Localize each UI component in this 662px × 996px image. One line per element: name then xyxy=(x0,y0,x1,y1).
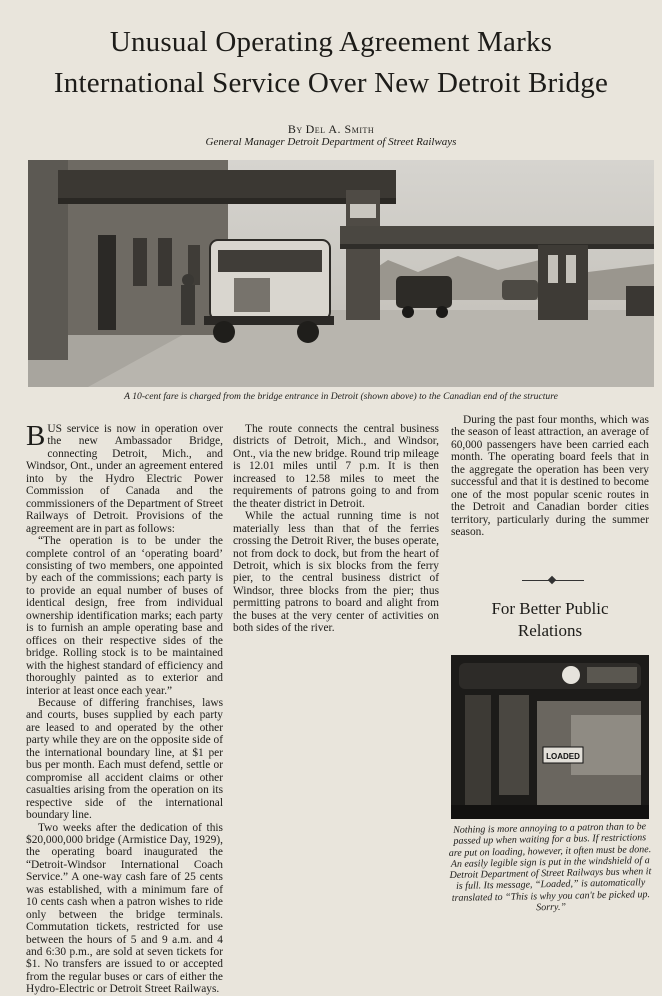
sidebar-caption: Nothing is more annoying to a patron than to be passed up when waiting for a bus. If restrictions are put on loading, however, it often must be done. An easily legible sign is put in the windshield of a Detroit Department of Street Railways bus when it is full. Its message, “Loaded,” is automatically translated to “This is why you can't be picked up. Sorry.” xyxy=(448,821,652,914)
paragraph-7: During the past four months, which was the season of least attraction, an average of 60,000 passengers have been carried each month. The operating board feels that in the aggregate the operation has been very successful and that it is destined to become one of the most popular scenic routes in the Detroit and Canadian border cities territory, particularly during the summer season. xyxy=(451,414,649,539)
drop-cap: B xyxy=(26,420,46,452)
author-title: General Manager Detroit Department of Street Railways xyxy=(205,136,457,148)
sidebar-title: For Better Public Relations xyxy=(491,599,609,640)
byline xyxy=(0,122,662,136)
loaded-sign: LOADED xyxy=(546,752,580,761)
paragraph-2: “The operation is to be under the complete control of an ‘operating board’ consisting of two members, one appointed by each of the commissions; each party is to provide an equal number of buses of identical design, free from individual ownership identification marks; each party is to furnish an ample operating base and offices on their respective sides of the bridge. Rolling stock is to be maintained with the highest standard of efficiency and thoroughly painted as to exterior and interior at least once each year.” xyxy=(26,535,223,697)
headline-line-2: International Service Over New Detroit Bridge xyxy=(53,67,609,99)
paragraph-6: While the actual running time is not materially less than that of the ferries crossing the Detroit River, the buses operate, not from dock to dock, but from the heart of Detroit, which is six blocks from the ferry pier, to the central business district of Windsor, three blocks from the pier; thus permitting patrons to board and alight from the buses at the very center of activities on both sides of the river. xyxy=(233,510,439,635)
bridge-entrance-photo xyxy=(28,160,654,387)
byline-prefix: By xyxy=(287,122,303,136)
headline xyxy=(20,22,642,104)
body-column-1 xyxy=(26,420,223,996)
photo-caption: A 10-cent fare is charged from the bridge entrance in Detroit (shown above) to the Canadian end of the structure xyxy=(124,391,558,402)
body-column-2 xyxy=(233,423,439,635)
headline-line-1: Unusual Operating Agreement Marks xyxy=(109,26,553,58)
paragraph-5: The route connects the central business districts of Detroit, Mich., and Windsor, Ont., via the new bridge. Round trip mileage is 12.01 miles until 7 p.m. It is then increased to 12.58 miles to meet the requirements of patrons going to and from the theater district in Detroit. xyxy=(233,423,439,510)
author-name: Del A. Smith xyxy=(305,122,375,136)
divider-ornament xyxy=(548,576,556,584)
paragraph-4: Two weeks after the dedication of this $20,000,000 bridge (Armistice Day, 1929), the operating board inaugurated the “Detroit-Windsor International Coach Service.” A one-way cash fare of 25 cents was established, with a minimum fare of 10 cents cash when a patron wishes to ride only between the bridge terminals. Commutation tickets, restricted for use between the hours of 5 and 9 a.m. and 4 and 6:30 p.m., are sold at seven tickets for $1. No transfers are issued to or accepted from the regular buses or cars of either the Hydro-Electric or Detroit Street Railways. xyxy=(26,821,223,996)
paragraph-1: BUS service is now in operation over the new Ambassador Bridge, connecting Detroit, Mich., and Windsor, Ont., under an agreement entered into by the Hydro Electric Power Commission of Canada and the commissioners of the Department of Street Railways of Detroit. Provisions of the agreement are in part as follows: xyxy=(26,420,223,535)
bus-windshield-photo xyxy=(451,655,649,819)
body-column-3 xyxy=(451,414,649,539)
paragraph-3: Because of differing franchises, laws and courts, buses supplied by each party are leased to and operated by the other party while they are on the opposite side of the international boundary line, at $1 per bus per month. Each must defend, settle or compromise all accident claims or other casualties arising from the operation on its respective side of the international boundary line. xyxy=(26,696,223,822)
